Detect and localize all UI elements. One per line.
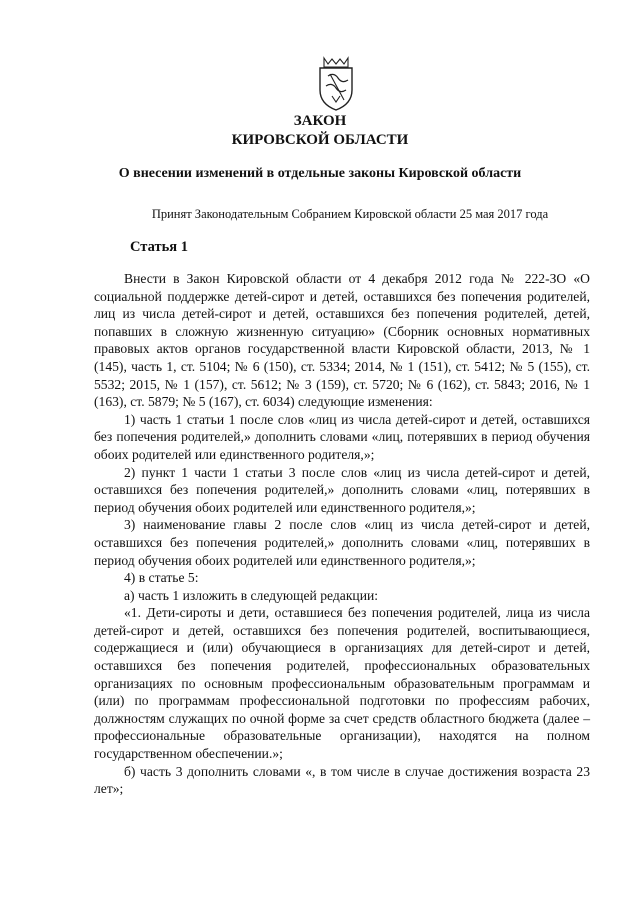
paragraph: 2) пункт 1 части 1 статьи 3 после слов «лиц из числа детей-сирот и детей, оставшихся без попечения родителей,» дополнить словами «лиц, потерявших в период обучения обоих родителей или единственного родителя,»; <box>94 464 590 515</box>
law-region: КИРОВСКОЙ ОБЛАСТИ <box>231 132 409 148</box>
paragraph: б) часть 3 дополнить словами «, в том числе в случае достижения возраста 23 лет»; <box>94 763 590 797</box>
article-body <box>94 270 590 798</box>
paragraph: 4) в статье 5: <box>124 570 199 586</box>
law-title: ЗАКОН <box>293 113 347 129</box>
paragraph: а) часть 1 изложить в следующей редакции: <box>124 587 379 603</box>
paragraph: 3) наименование главы 2 после слов «лиц из числа детей-сирот и детей, оставшихся без попечения родителей,» дополнить словами «лиц, потерявших в период обучения обоих родителей или единственного родителя,»; <box>94 517 590 568</box>
paragraph: Внести в Закон Кировской области от 4 декабря 2012 года № 222-ЗО «О социальной поддержке детей-сирот и детей, оставшихся без попечения родителей, лиц из числа детей-сирот и детей, оставшихся без попечения родителей, детей, попавших в сложную жизненную ситуацию» (Сборник основных нормативных правовых актов органов государственной власти Кировской области, 2013, № 1 (145), часть 1, ст. 5104; № 6 (150), ст. 5334; 2014, № 1 (151), ст. 5412; № 5 (155), ст. 5532; 2015, № 1 (157), ст. 5612; № 3 (159), ст. 5720; № 6 (162), ст. 5843; 2016, № 1 (163), ст. 5879; № 5 (167), ст. 6034) следующие изменения: <box>94 271 590 410</box>
paragraph: «1. Дети-сироты и дети, оставшиеся без попечения родителей, лица из числа детей-сирот и детей, оставшихся без попечения родителей, воспитывающиеся, содержащиеся и (или) обучающиеся в организациях для детей-сирот и детей, оставшихся без попечения родителей, профессиональных образовательных организациях по основным профессиональным образовательным программам и (или) по программам профессиональной подготовки по профессиям рабочих, должностям служащих по очной форме за счет средств областного бюджета (далее – профессиональные образовательные организации), находятся на полном государственном обеспечении.»; <box>94 605 590 762</box>
article-heading: Статья 1 <box>130 239 188 255</box>
law-subject: О внесении изменений в отдельные законы Кировской области <box>118 166 522 181</box>
adoption-note: Принят Законодательным Собранием Кировской области 25 мая 2017 года <box>151 207 549 221</box>
coat-of-arms-emblem <box>314 56 358 112</box>
paragraph: 1) часть 1 статьи 1 после слов «лиц из числа детей-сирот и детей, оставшихся без попечения родителей,» дополнить словами «лиц, потерявших в период обучения обоих родителей или единственного родителя,»; <box>94 411 590 462</box>
